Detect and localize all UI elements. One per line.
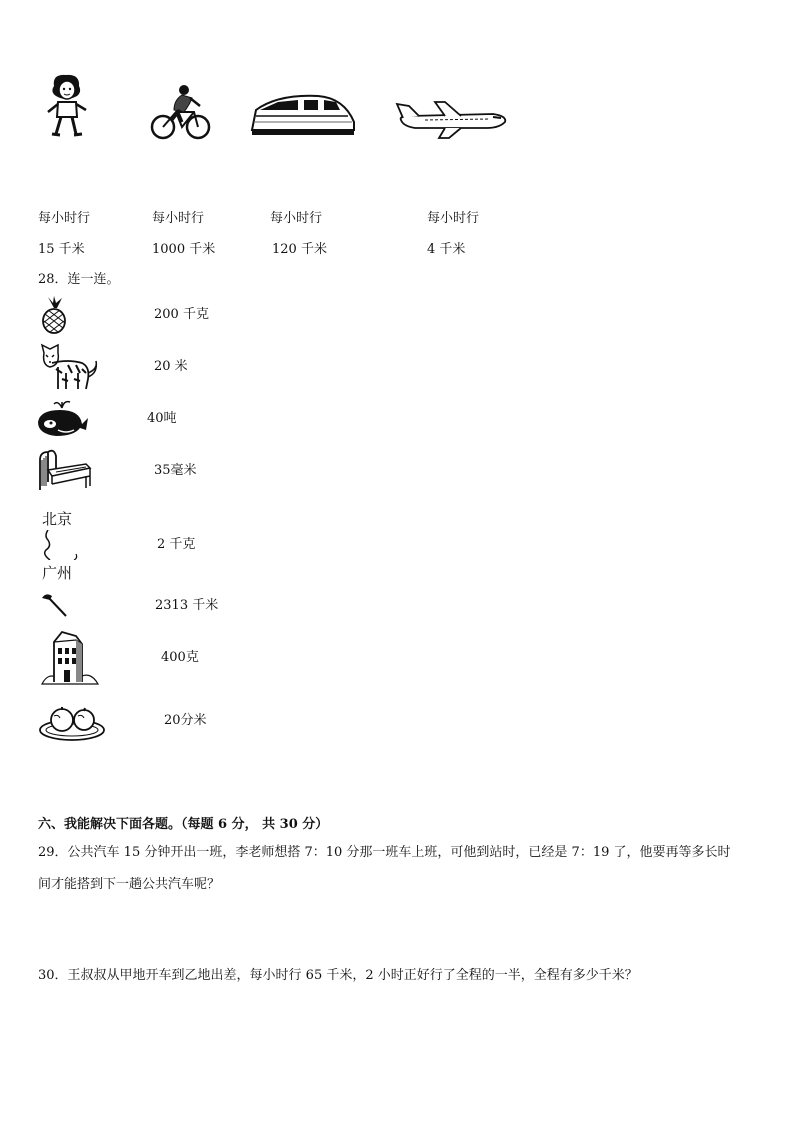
child-walking-icon [44,72,90,138]
transport-speed-4: 4 千米 [427,242,466,257]
cyclist-icon [150,82,212,142]
map-label-beijing: 北京 [42,510,73,528]
pineapple-icon [38,296,70,334]
q29-text-line2: 间才能搭到下一趟公共汽车呢？ [38,877,221,892]
q28-value-1: 200 千克 [154,307,209,322]
q28-value-2: 20 米 [154,359,188,374]
building-icon [38,630,100,686]
transport-label-2: 每小时行 [152,211,205,226]
map-label-guangzhou: 广州 [42,564,73,582]
transport-speed-1: 15 千米 [38,242,85,257]
q28-value-5: 2 千克 [157,537,196,552]
q30-text: 30．王叔叔从甲地开车到乙地出差，每小时行 65 千米，2 小时正好行了全程的一半，全程有多少千米？ [38,968,638,983]
transport-label-3: 每小时行 [270,211,323,226]
q28-value-3: 40吨 [147,411,177,426]
bed-icon [38,446,92,492]
q28-value-7: 400克 [161,650,199,665]
transport-speed-2: 1000 千米 [152,242,216,257]
q28-value-4: 35毫米 [154,463,197,478]
fruit-plate-icon [38,700,108,742]
q28-value-8: 20分米 [164,713,207,728]
section6-heading: 六、我能解决下面各题。（每题 6 分， 共 30 分） [38,817,329,832]
thumbtack-icon [40,592,70,618]
transport-label-1: 每小时行 [38,211,91,226]
train-icon [248,92,358,138]
airplane-icon [395,100,509,140]
q28-value-6: 2313 千米 [155,598,219,613]
q29-text-line1: 29．公共汽车 15 分钟开出一班，李老师想搭 7：10 分那一班车上班，可他到站时，已经是 7：19 了，他要再等多长时 [38,845,731,860]
transport-speed-3: 120 千米 [272,242,327,257]
whale-icon [34,398,90,438]
map-route-icon [40,508,84,580]
transport-label-4: 每小时行 [427,211,480,226]
q28-title: 28．连一连。 [38,272,120,287]
tiger-icon [38,343,102,391]
